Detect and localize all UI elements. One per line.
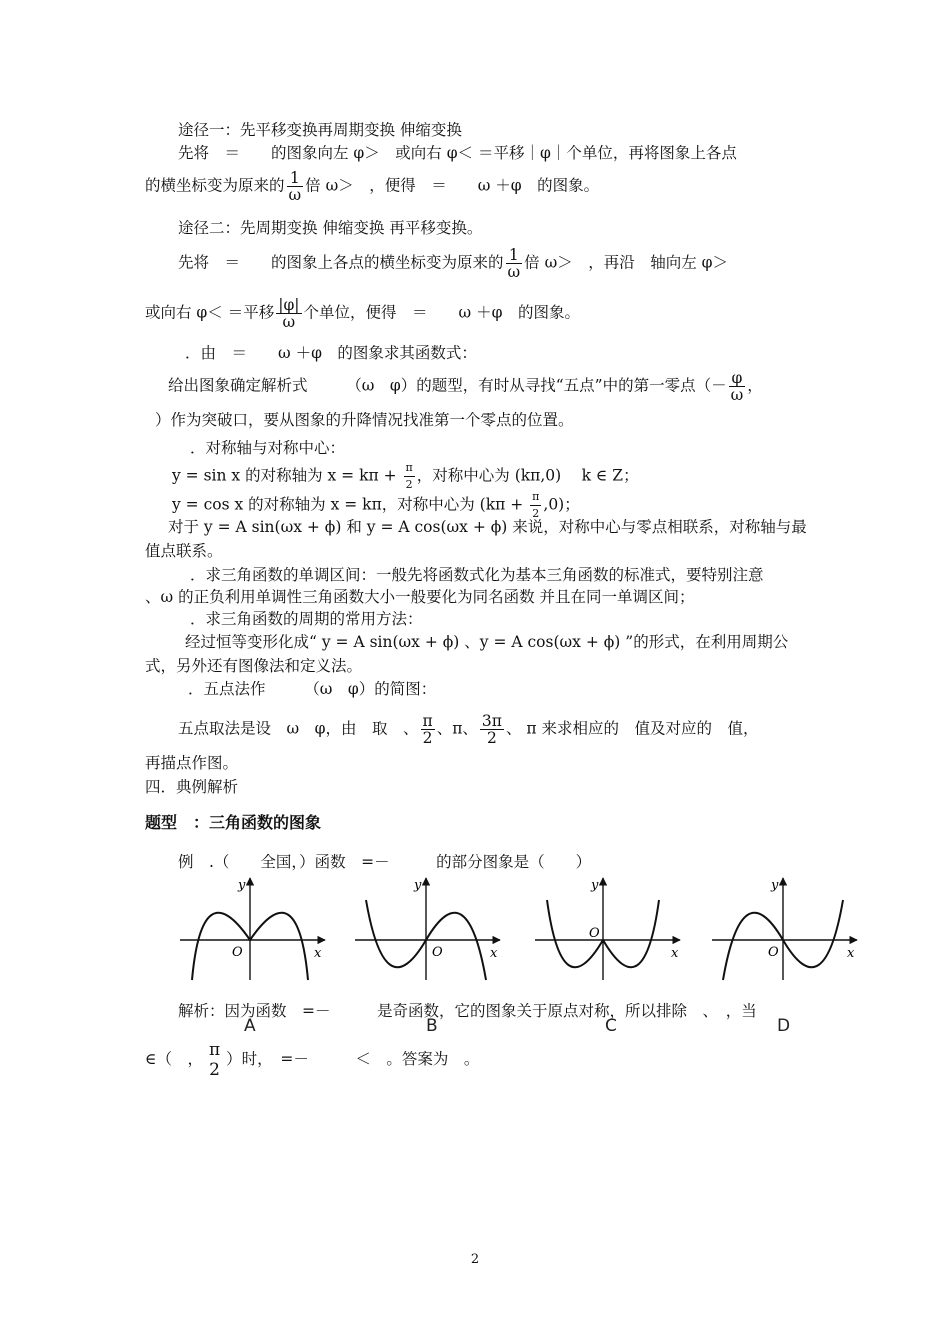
origin-label: O [768, 945, 779, 960]
origin-label: O [589, 926, 600, 941]
axis-y-label: y [771, 878, 779, 893]
text-line [145, 297, 580, 330]
text-span: 五点取法是设 ω φ，由 取 、 [178, 719, 419, 738]
origin-label: O [232, 945, 243, 960]
page-number: 2 [470, 1252, 480, 1267]
text-span: y = cos x 的对称轴为 x = kπ，对称中心为 (kπ + [172, 495, 529, 514]
section-heading: 四．典例解析 [145, 778, 239, 796]
graph-label-d: D [777, 1016, 791, 1036]
numerator: π [422, 712, 433, 730]
text-span: ，对称中心为 (kπ,0) k ∈ Z； [416, 466, 639, 485]
numerator: 1 [506, 247, 523, 264]
text-line: 途径二：先周期变换 伸缩变换 再平移变换。 [178, 219, 483, 237]
text-line: 再描点作图。 [145, 754, 239, 772]
subsection-heading: 题型 ：三角函数的图象 [145, 813, 322, 832]
numerator: π [208, 1040, 221, 1060]
graph-d [712, 878, 857, 980]
numerator: π [530, 489, 541, 506]
numerator: φ [729, 370, 746, 387]
text-span: ）时， =－ ＜ 。答案为 。 [226, 1050, 480, 1068]
axis-x-label: x [671, 946, 679, 961]
fraction [205, 1040, 224, 1080]
text-line [168, 370, 763, 403]
text-span: ,0)； [543, 495, 580, 514]
axis-x-label: x [490, 946, 498, 961]
text-span: 、 π 来求相应的 值及对应的 值， [505, 719, 759, 738]
fraction [276, 297, 301, 330]
text-line [145, 170, 599, 203]
axis-x-label: x [314, 946, 322, 961]
denominator: ω [507, 263, 521, 281]
fraction [729, 370, 746, 403]
text-line: ．由 ＝ ω ＋φ 的图象求其函数式： [185, 344, 477, 362]
text-span: 倍 ω＞ ，便得 ＝ ω ＋φ 的图象。 [305, 176, 600, 195]
axis-y-label: y [238, 878, 246, 893]
denominator: ω [288, 186, 302, 204]
text-line: ．对称轴与对称中心： [190, 439, 346, 457]
text-line: 、ω 的正负利用单调性三角函数大小一般要化为同名函数 并且在同一单调区间； [145, 588, 695, 606]
denominator: 2 [422, 729, 433, 747]
origin-label: O [432, 945, 443, 960]
graph-c [535, 878, 680, 980]
text-line [178, 247, 728, 280]
text-line: ．五点法作 （ω φ）的简图： [188, 680, 437, 698]
denominator: ω [730, 386, 744, 404]
text-span: 倍 ω＞ ，再沿 轴向左 φ＞ [524, 253, 729, 272]
denominator: 2 [486, 729, 497, 747]
fraction [421, 713, 435, 746]
numerator: |φ| [278, 296, 300, 314]
text-span: ∈（ ， [145, 1050, 203, 1068]
text-span: ， [747, 376, 763, 395]
fraction [287, 170, 304, 203]
graph-a [180, 878, 325, 980]
text-line: 经过恒等变形化成“ y = A sin(ωx + ϕ) 、y = A cos(ωx + ϕ) ”的形式，在利用周期公 [185, 633, 789, 651]
text-span: 或向右 φ＜ ＝平移 [145, 303, 275, 322]
text-line: 途径一：先平移变换再周期变换 伸缩变换 [178, 121, 462, 139]
graph-label-c: C [605, 1016, 617, 1036]
denominator: ω [282, 313, 296, 331]
text-line: ．求三角函数的周期的常用方法： [190, 610, 423, 628]
text-span: 个单位，便得 ＝ ω ＋φ 的图象。 [303, 303, 580, 322]
text-line: ）作为突破口，要从图象的升降情况找准第一个零点的位置。 [155, 411, 574, 429]
text-span: 给出图象确定解析式 （ω φ）的题型，有时从寻找“五点”中的第一零点（－ [168, 376, 727, 395]
fraction [506, 247, 523, 280]
text-line: 先将 ＝ 的图象向左 φ＞ 或向右 φ＜ ＝平移｜φ｜个单位，再将图象上各点 [178, 144, 737, 162]
graph-label-a: A [244, 1016, 256, 1036]
numerator: π [404, 460, 415, 477]
text-line: 解析：因为函数 =－ 是奇函数，它的图象关于原点对称，所以排除 、 ，当 [178, 1002, 757, 1020]
numerator: 3π [481, 712, 502, 730]
denominator: 2 [405, 478, 413, 491]
text-line: 例 .（ 全国，）函数 =－ 的部分图象是（ ） [178, 853, 592, 871]
numerator: 1 [287, 170, 304, 187]
text-span: 先将 ＝ 的图象上各点的横坐标变为原来的 [178, 253, 504, 272]
fraction [480, 713, 504, 746]
text-span: y = sin x 的对称轴为 x = kπ + [172, 466, 402, 485]
axis-y-label: y [414, 878, 422, 893]
graph-label-b: B [426, 1016, 438, 1036]
text-span: 、π、 [436, 719, 478, 738]
text-line: 值点联系。 [145, 542, 223, 560]
text-line [178, 713, 758, 746]
axis-y-label: y [591, 878, 599, 893]
denominator: 2 [532, 507, 540, 520]
denominator: 2 [209, 1060, 220, 1080]
axis-x-label: x [847, 946, 855, 961]
text-line: 式，另外还有图像法和定义法。 [145, 657, 363, 675]
graph-b [355, 878, 500, 980]
text-line: ．求三角函数的单调区间：一般先将函数式化为基本三角函数的标准式，要特别注意 [190, 566, 764, 584]
text-line: 对于 y = A sin(ωx + ϕ) 和 y = A cos(ωx + ϕ) 来说，对称中心与零点相联系，对称轴与最 [168, 518, 807, 536]
text-line [145, 1040, 479, 1080]
text-span: 的横坐标变为原来的 [145, 176, 285, 195]
